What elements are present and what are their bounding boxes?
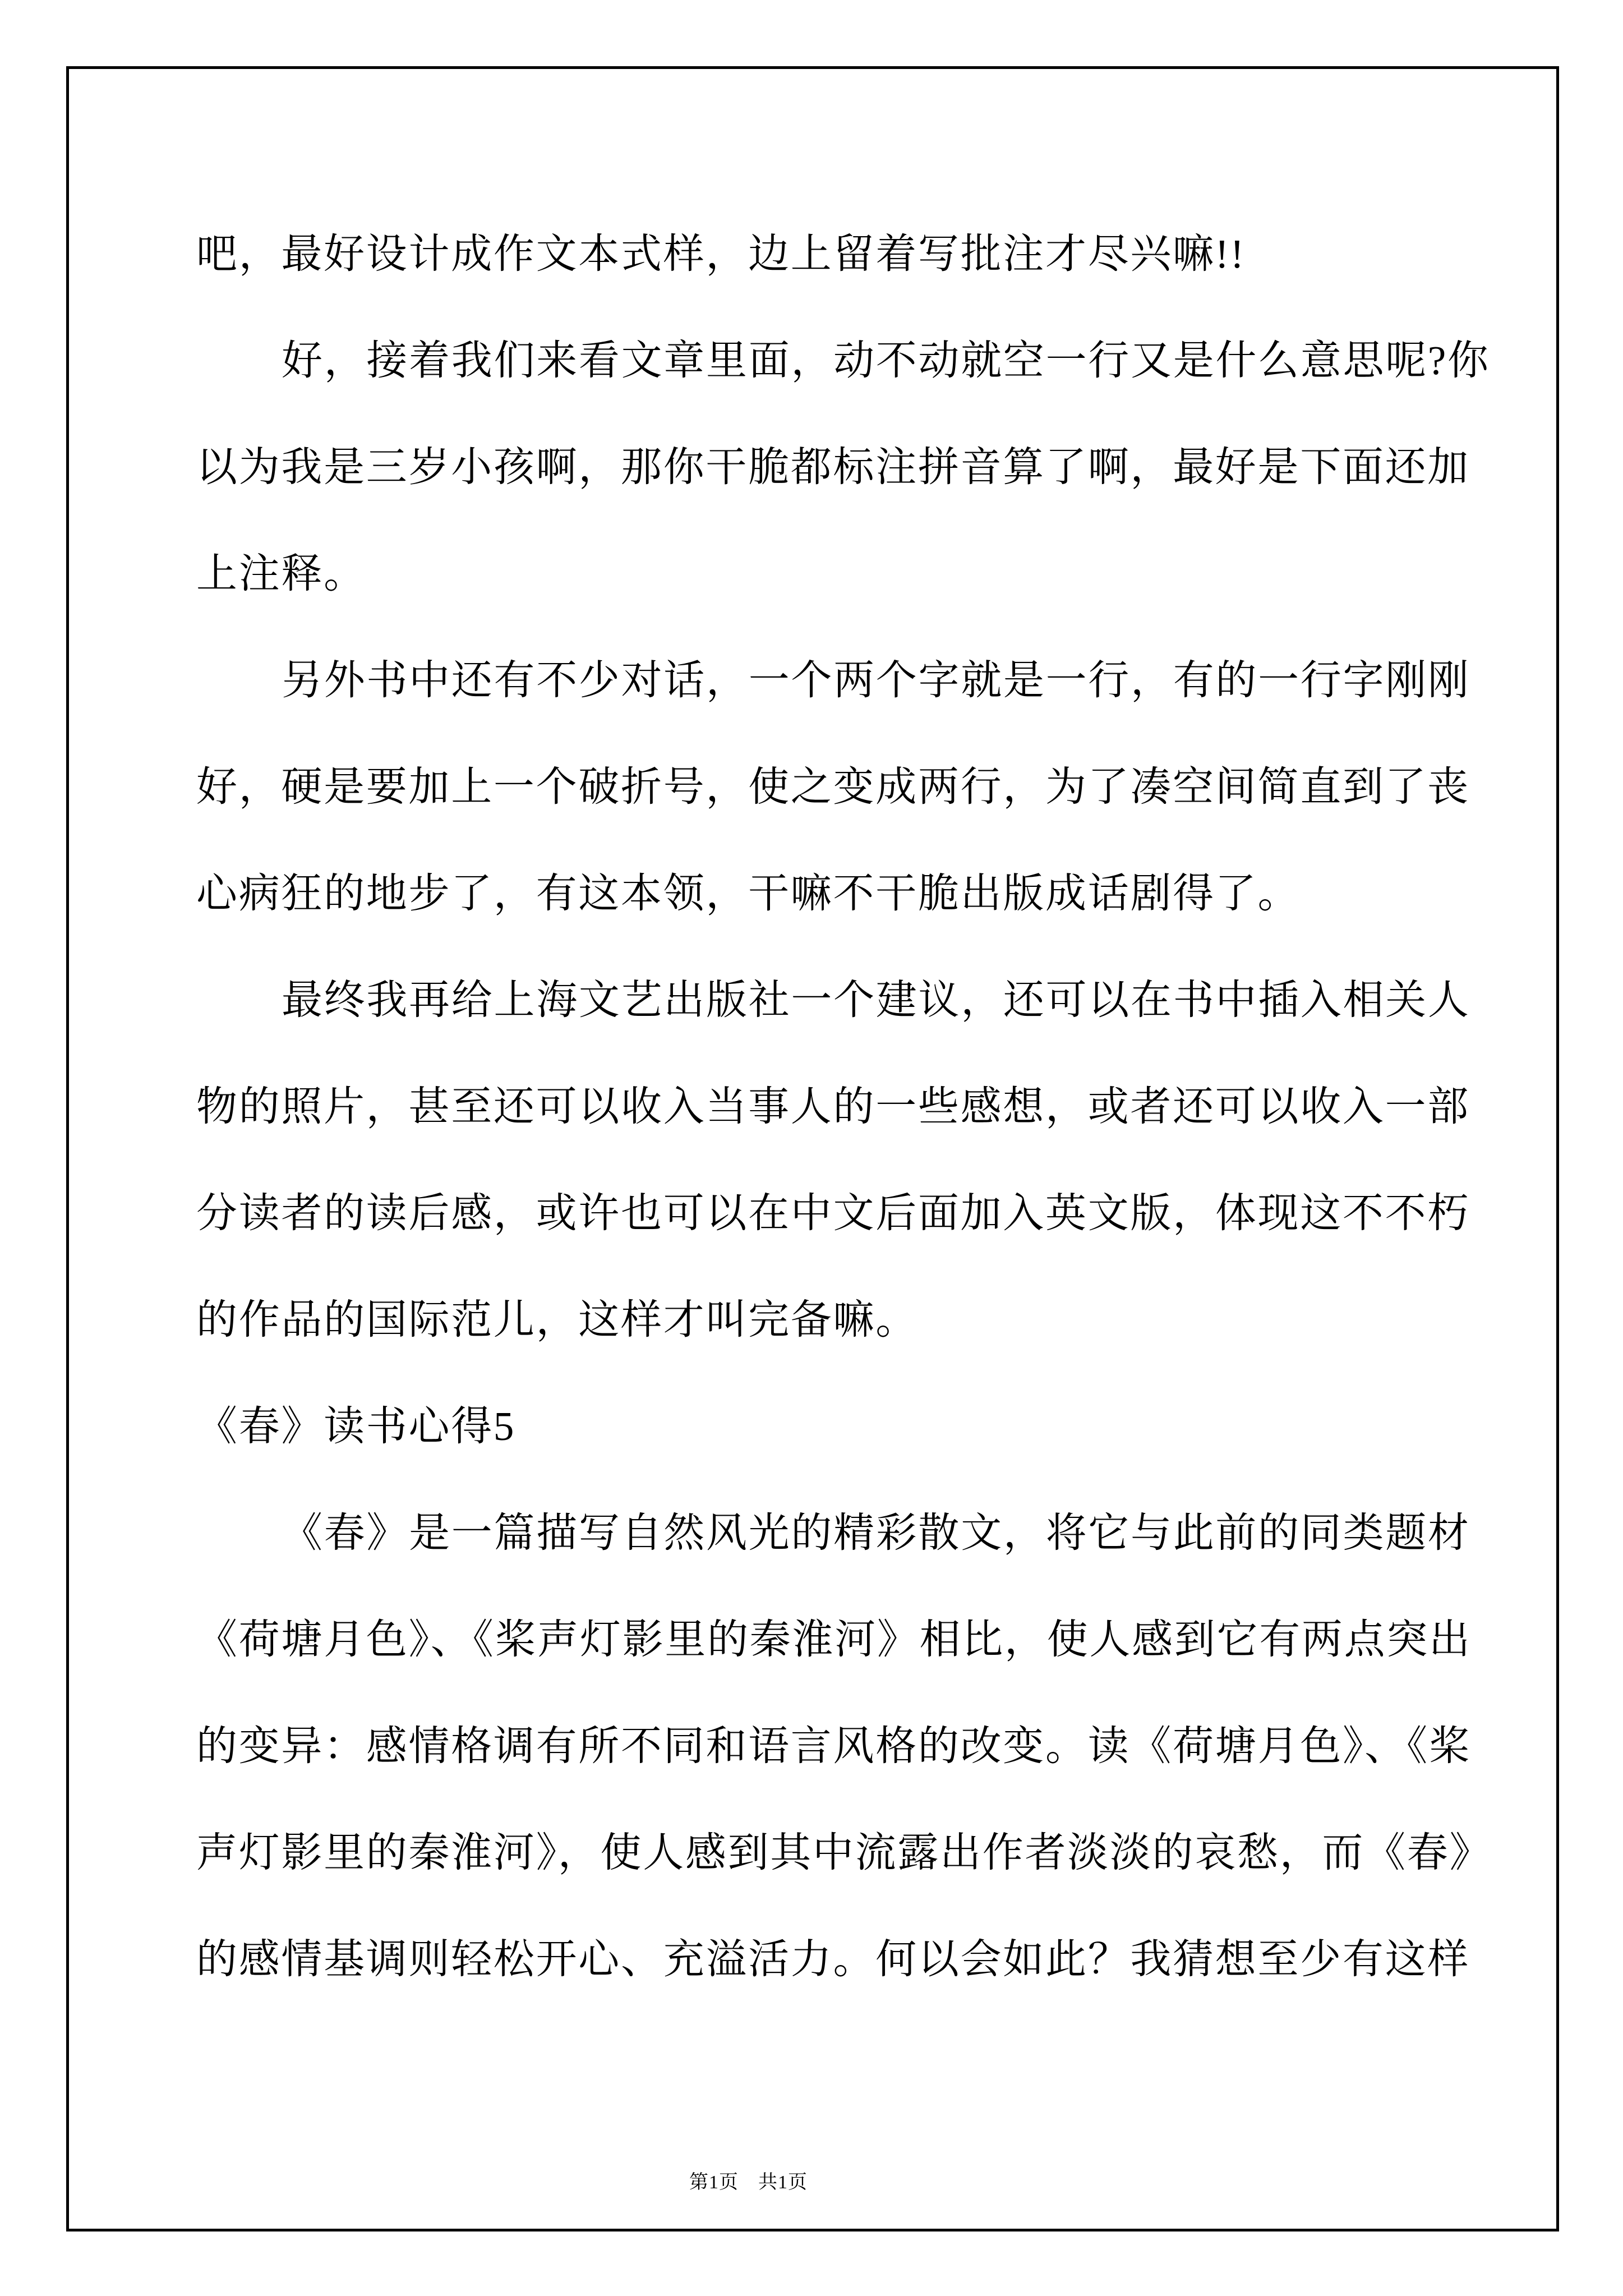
- text-line: 另外书中还有不少对话，一个两个字就是一行，有的一行字刚刚: [282, 657, 1470, 703]
- text-line: 的作品的国际范儿，这样才叫完备嘛。: [196, 1297, 918, 1342]
- section-heading: 《春》读书心得5: [196, 1404, 516, 1449]
- page-footer: [679, 2124, 808, 2202]
- page-number: 第1页 共1页: [689, 2172, 808, 2193]
- text-line: 好，接着我们来看文章里面，动不动就空一行又是什么意思呢?你: [282, 338, 1490, 383]
- text-line: 物的照片，甚至还可以收入当事人的一些感想，或者还可以收入一部: [196, 1084, 1470, 1129]
- text-line: 《荷塘月色》、《桨声灯影里的秦淮河》相比，使人感到它有两点突出: [196, 1617, 1472, 1662]
- text-line: 声灯影里的秦淮河》，使人感到其中流露出作者淡淡的哀愁，而《春》: [196, 1830, 1492, 1875]
- text-line: 《春》是一篇描写自然风光的精彩散文，将它与此前的同类题材: [282, 1510, 1470, 1556]
- text-line: 最终我再给上海文艺出版社一个建议，还可以在书中插入相关人: [282, 977, 1470, 1023]
- text-line: 吧，最好设计成作文本式样，边上留着写批注才尽兴嘛!!: [196, 231, 1246, 277]
- text-line: 以为我是三岁小孩啊，那你干脆都标注拼音算了啊，最好是下面还加: [196, 444, 1470, 490]
- text-line: 的感情基调则轻松开心、充溢活力。何以会如此？我猜想至少有这样: [196, 1936, 1470, 1982]
- text-line: 好，硬是要加上一个破折号，使之变成两行，为了凑空间简直到了丧: [196, 764, 1470, 809]
- text-line: 的变异：感情格调有所不同和语言风格的改变。读《荷塘月色》、《桨: [196, 1723, 1472, 1769]
- text-line: 上注释。: [196, 551, 366, 596]
- document-body: [196, 201, 1492, 2013]
- text-line: 分读者的读后感，或许也可以在中文后面加入英文版，体现这不不朽: [196, 1190, 1470, 1236]
- text-line: 心病狂的地步了，有这本领，干嘛不干脆出版成话剧得了。: [196, 871, 1301, 916]
